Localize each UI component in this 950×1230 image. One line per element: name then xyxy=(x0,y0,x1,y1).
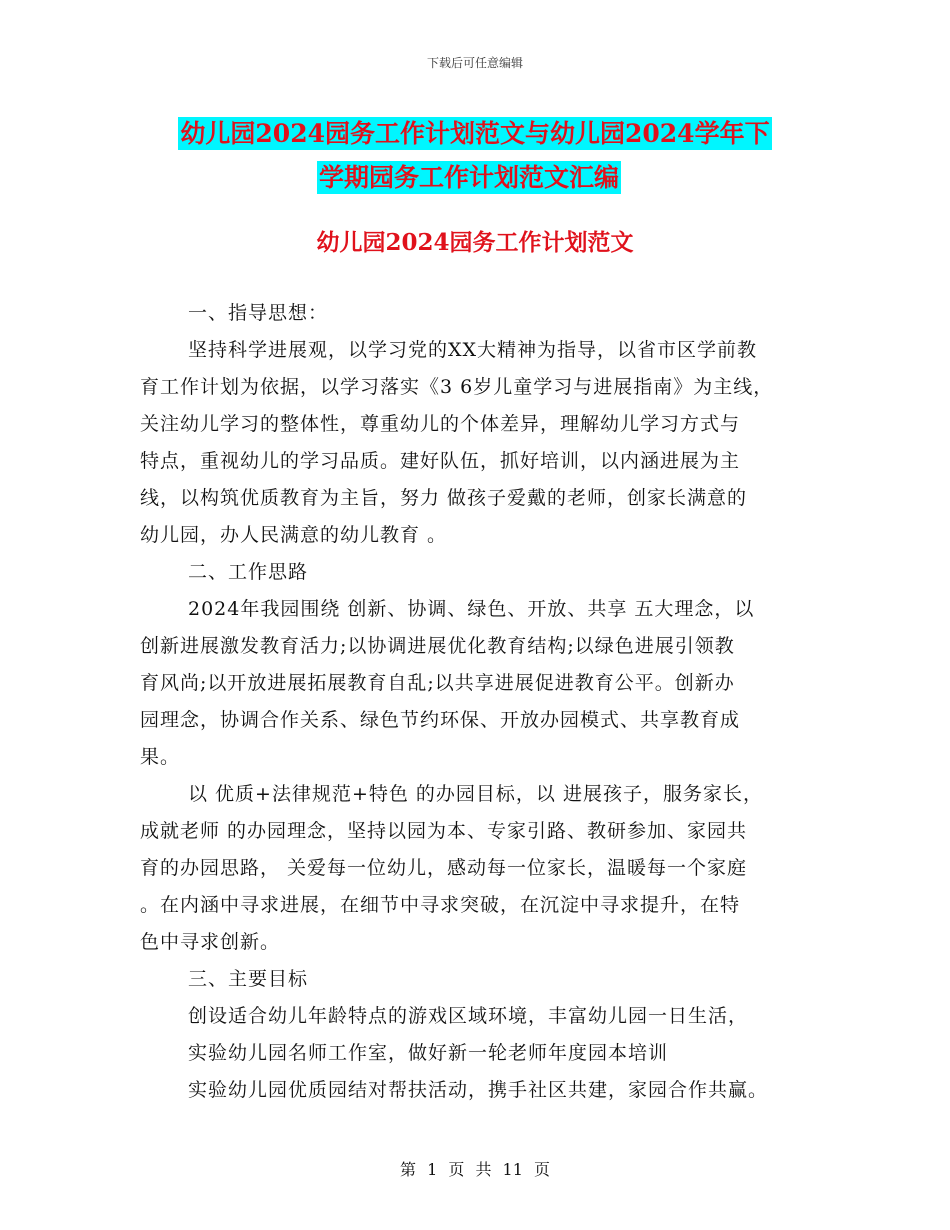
body-line: 实验幼儿园优质园结对帮扶活动，携手社区共建，家园合作共赢。 xyxy=(188,1079,769,1101)
page-footer: 第 1 页 共 11 页 xyxy=(400,1160,550,1179)
heading-work-approach: 二、工作思路 xyxy=(188,561,309,583)
body-line: 坚持科学进展观，以学习党的XX大精神为指导，以省市区学前教 xyxy=(188,339,758,361)
body-line: 创设适合幼儿年龄特点的游戏区域环境，丰富幼儿园一日生活， xyxy=(188,1005,749,1027)
body-line: 。在内涵中寻求进展，在细节中寻求突破，在沉淀中寻求提升，在特 xyxy=(140,894,741,916)
body-line: 育工作计划为依据，以学习落实《3 6岁儿童学习与进展指南》为主线， xyxy=(140,376,774,398)
body-line: 以 优质+法律规范+特色 的办园目标，以 进展孩子，服务家长， xyxy=(188,783,763,805)
title-highlight-2: 学期园务工作计划范文汇编 xyxy=(318,163,619,192)
body-line: 实验幼儿园名师工作室，做好新一轮老师年度园本培训 xyxy=(188,1042,669,1064)
document-title-line-2 xyxy=(0,158,944,194)
body-line: 创新进展激发教育活力;以协调进展优化教育结构;以绿色进展引领教 xyxy=(140,635,735,657)
body-line: 特点，重视幼儿的学习品质。建好队伍，抓好培训，以内涵进展为主 xyxy=(140,450,741,472)
document-title-line-1 xyxy=(0,114,950,150)
body-line: 果。 xyxy=(140,746,181,768)
body-line: 2024年我园围绕 创新、协调、绿色、开放、共享 五大理念，以 xyxy=(188,598,755,620)
heading-main-goals: 三、主要目标 xyxy=(188,968,309,990)
header-note: 下载后可任意编辑 xyxy=(426,56,523,70)
body-line: 色中寻求创新。 xyxy=(140,931,281,953)
body-line: 育风尚;以开放进展拓展教育自乱;以共享进展促进教育公平。创新办 xyxy=(140,672,735,694)
body-line: 线，以构筑优质教育为主旨，努力 做孩子爱戴的老师，创家长满意的 xyxy=(140,487,748,509)
title-highlight-1: 幼儿园2024园务工作计划范文与幼儿园2024学年下 xyxy=(180,119,770,148)
body-line: 育的办园思路， 关爱每一位幼儿，感动每一位家长，温暖每一个家庭 xyxy=(140,857,748,879)
body-line: 幼儿园，办人民满意的幼儿教育 。 xyxy=(140,524,448,546)
heading-guiding-thought: 一、指导思想： xyxy=(188,302,329,324)
body-line: 关注幼儿学习的整体性，尊重幼儿的个体差异，理解幼儿学习方式与 xyxy=(140,413,741,435)
body-line: 园理念，协调合作关系、绿色节约环保、开放办园模式、共享教育成 xyxy=(140,709,741,731)
body-line: 成就老师 的办园理念，坚持以园为本、专家引路、教研参加、家园共 xyxy=(140,820,748,842)
section-title: 幼儿园2024园务工作计划范文 xyxy=(316,229,634,256)
